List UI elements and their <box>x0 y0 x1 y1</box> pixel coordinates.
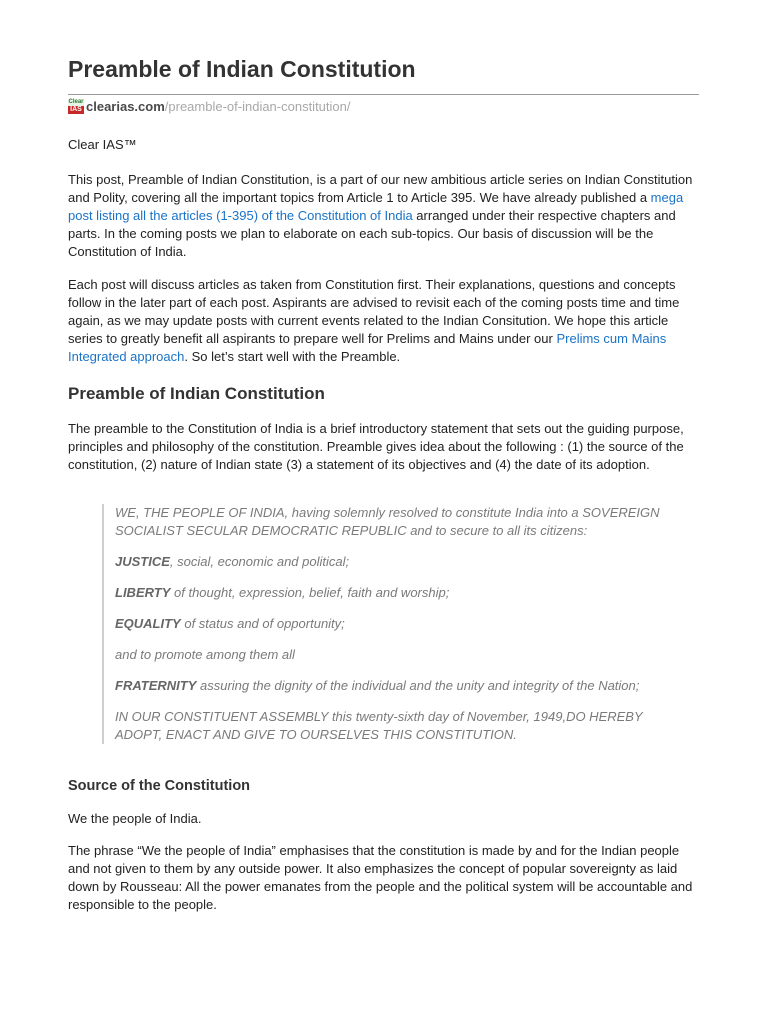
article-body <box>68 136 702 914</box>
preamble-description: The preamble to the Constitution of India is a brief introductory statement that sets out the guiding purpose, principles and philosophy of the constitution. Preamble gives idea about the following : (1) the source of the constitution, (2) nature of Indian state (3) a statement of its objectives and (4) the date of its adoption. <box>68 421 684 472</box>
intro-paragraph-1 <box>68 171 702 261</box>
justice-keyword: JUSTICE <box>115 554 170 569</box>
clearias-logo <box>68 99 84 114</box>
justice-text: , social, economic and political; <box>169 554 350 569</box>
intro-paragraph-2 <box>68 276 702 366</box>
source-paragraph: The phrase “We the people of India” emphasises that the constitution is made by and for the Indian people and not given to them by any outside power. It also emphasizes the concept of popular sovereignty as laid down by Rousseau: All the power emanates from the people and the political system will be accountable and responsible to the people. <box>68 843 693 912</box>
quote-justice <box>115 553 665 571</box>
title-divider <box>68 94 699 95</box>
source-domain-link[interactable]: clearias.com <box>86 99 165 114</box>
equality-text: of status and of opportunity; <box>180 616 345 631</box>
logo-bottom-text: IAS <box>68 106 84 114</box>
preamble-blockquote <box>102 504 665 744</box>
source-path: /preamble-of-indian-constitution/ <box>164 99 351 114</box>
mega-post-link[interactable]: mega post listing all the articles (1-395) of the Constitution of India <box>68 190 684 223</box>
equality-keyword: EQUALITY <box>115 616 181 631</box>
logo-top-text: Clear <box>68 99 84 105</box>
page-title: Preamble of Indian Constitution <box>68 56 416 82</box>
quote-promote: and to promote among them all <box>115 647 295 662</box>
source-line <box>68 99 351 117</box>
intro-text: . So let’s start well with the Preamble. <box>184 349 401 364</box>
section-heading-preamble: Preamble of Indian Constitution <box>68 384 325 403</box>
quote-fraternity <box>115 677 665 695</box>
fraternity-keyword: FRATERNITY <box>115 678 197 693</box>
source-line-text: We the people of India. <box>68 811 202 826</box>
liberty-keyword: LIBERTY <box>115 585 171 600</box>
section-heading-source: Source of the Constitution <box>68 778 251 794</box>
integrated-approach-link[interactable]: Prelims cum Mains Integrated approach <box>68 331 667 364</box>
quote-liberty <box>115 584 665 602</box>
byline: Clear IAS™ <box>68 137 137 152</box>
quote-closing: IN OUR CONSTITUENT ASSEMBLY this twenty-sixth day of November, 1949,DO HEREBY ADOPT, ENACT AND GIVE TO OURSELVES THIS CONSTITUTION. <box>115 709 643 742</box>
quote-opening: WE, THE PEOPLE OF INDIA, having solemnly resolved to constitute India into a SOVEREIGN SOCIALIST SECULAR DEMOCRATIC REPUBLIC and to secure to all its citizens: <box>115 505 660 538</box>
intro-text: This post, Preamble of Indian Constitution, is a part of our new ambitious article series on Indian Constitution and Polity, covering all the important topics from Article 1 to Article 395. We have already published a <box>68 172 693 205</box>
quote-equality <box>115 615 665 633</box>
intro-text: Each post will discuss articles as taken from Constitution first. Their explanations, questions and concepts follow in the later part of each post. Aspirants are advised to revisit each of the coming posts time and time again, as we may update posts with current events related to the Indian Consitution. We hope this article series to greatly benefit all aspirants to prepare well for Prelims and Mains under our <box>68 277 680 346</box>
liberty-text: of thought, expression, belief, faith and worship; <box>170 585 450 600</box>
intro-text: arranged under their respective chapters and parts. In the coming posts we plan to elaborate on each sub-topics. Our basis of discussion will be the Constitution of India. <box>68 208 676 259</box>
fraternity-text: assuring the dignity of the individual and the unity and integrity of the Nation; <box>196 678 640 693</box>
